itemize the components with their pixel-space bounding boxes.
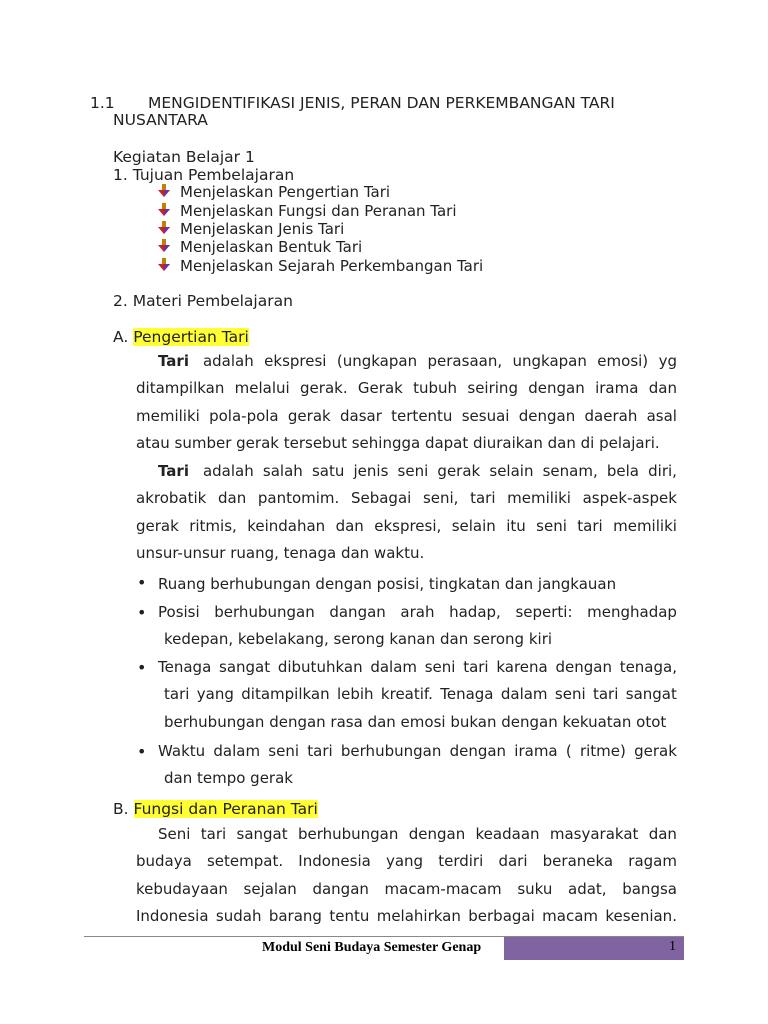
paragraph-line: adalah salah satu jenis seni gerak selain senam, bela diri, [202, 462, 677, 480]
materi-heading: 2. Materi Pembelajaran [113, 292, 293, 310]
tujuan-item: Menjelaskan Pengertian Tari [180, 183, 391, 201]
arrow-bullet-icon [158, 184, 170, 198]
section-b-title: Fungsi dan Peranan Tari [133, 800, 318, 818]
section-a-heading [113, 328, 249, 346]
bullet-dot: • [137, 573, 147, 592]
paragraph-pengertian-2 [136, 458, 677, 567]
bullet-tenaga [158, 654, 677, 736]
arrow-bullet-icon [158, 221, 170, 235]
paragraph-line: berhubungan dengan rasa dan emosi bukan dengan kekuatan otot [164, 712, 667, 731]
paragraph-line: adalah ekspresi (ungkapan perasaan, ungkapan emosi) yg [202, 352, 677, 370]
section-a-title: Pengertian Tari [133, 328, 249, 346]
tujuan-item: Menjelaskan Bentuk Tari [180, 238, 363, 256]
paragraph-line: Posisi berhubungan dangan arah hadap, seperti: menghadap [158, 603, 677, 621]
paragraph-line: tari yang ditampilkan lebih kreatif. Tenaga dalam seni tari sangat [164, 685, 677, 704]
kegiatan-heading: Kegiatan Belajar 1 [113, 148, 255, 166]
footer-page-box [504, 937, 684, 960]
arrow-bullet-icon [158, 203, 170, 217]
footer-title: Modul Seni Budaya Semester Genap [262, 940, 482, 955]
section-a-letter: A. [113, 328, 129, 346]
page-title: MENGIDENTIFIKASI JENIS, PERAN DAN PERKEMBANGAN TARI [148, 94, 615, 112]
paragraph-line: akrobatik dan pantomim. Sebagai seni, tari memiliki aspek-aspek [136, 489, 677, 508]
section-b-heading [113, 800, 318, 818]
tujuan-heading: 1. Tujuan Pembelajaran [113, 166, 295, 184]
tujuan-item: Menjelaskan Jenis Tari [180, 220, 345, 238]
bullet-dot: • [137, 658, 147, 677]
bullet-posisi [158, 599, 677, 654]
bullet-waktu [158, 738, 677, 793]
paragraph-line: Seni tari sangat berhubungan dengan keadaan masyarakat dan [158, 825, 677, 843]
paragraph-line: atau sumber gerak tersebut sehingga dapat diuraikan dan di pelajari. [136, 433, 660, 452]
arrow-bullet-icon [158, 239, 170, 253]
paragraph-line: gerak ritmis, keindahan dan ekspresi, selain itu seni tari memiliki [136, 516, 677, 535]
paragraph-line: dan tempo gerak [164, 769, 293, 788]
section-b-letter: B. [113, 800, 129, 818]
paragraph-pengertian-1 [136, 348, 677, 457]
tujuan-item: Menjelaskan Sejarah Perkembangan Tari [180, 257, 484, 275]
paragraph-line: budaya setempat. Indonesia yang terdiri dari beraneka ragam [136, 852, 677, 871]
paragraph-line: Indonesia sudah barang tentu melahirkan berbagai macam kesenian. [136, 906, 677, 925]
paragraph-line: unsur-unsur ruang, tenaga dan waktu. [136, 543, 425, 562]
arrow-bullet-icon [158, 258, 170, 272]
paragraph-line: Tenaga sangat dibutuhkan dalam seni tari karena dengan tenaga, [158, 658, 677, 676]
page-title-line2: NUSANTARA [113, 111, 208, 129]
paragraph-line: kebudayaan sejalan dangan macam-macam suku adat, bangsa [136, 879, 677, 898]
term-tari: Tari [158, 462, 189, 480]
tujuan-item: Menjelaskan Fungsi dan Peranan Tari [180, 202, 457, 220]
paragraph-line: Waktu dalam seni tari berhubungan dengan irama ( ritme) gerak [158, 742, 677, 760]
page-number: 1 [669, 939, 676, 954]
paragraph-line: ditampilkan melalui gerak. Gerak tubuh seiring dengan irama dan [136, 379, 677, 398]
paragraph-line: kedepan, kebelakang, serong kanan dan serong kiri [164, 630, 553, 649]
paragraph-fungsi [136, 821, 677, 930]
paragraph-line: memiliki pola-pola gerak dasar tertentu sesuai dengan daerah asal [136, 406, 677, 425]
title-number: 1.1 [90, 94, 115, 112]
term-tari: Tari [158, 352, 189, 370]
bullet-ruang: Ruang berhubungan dengan posisi, tingkatan dan jangkauan [158, 575, 617, 593]
bullet-dot: • [137, 603, 147, 622]
bullet-dot: • [137, 742, 147, 761]
